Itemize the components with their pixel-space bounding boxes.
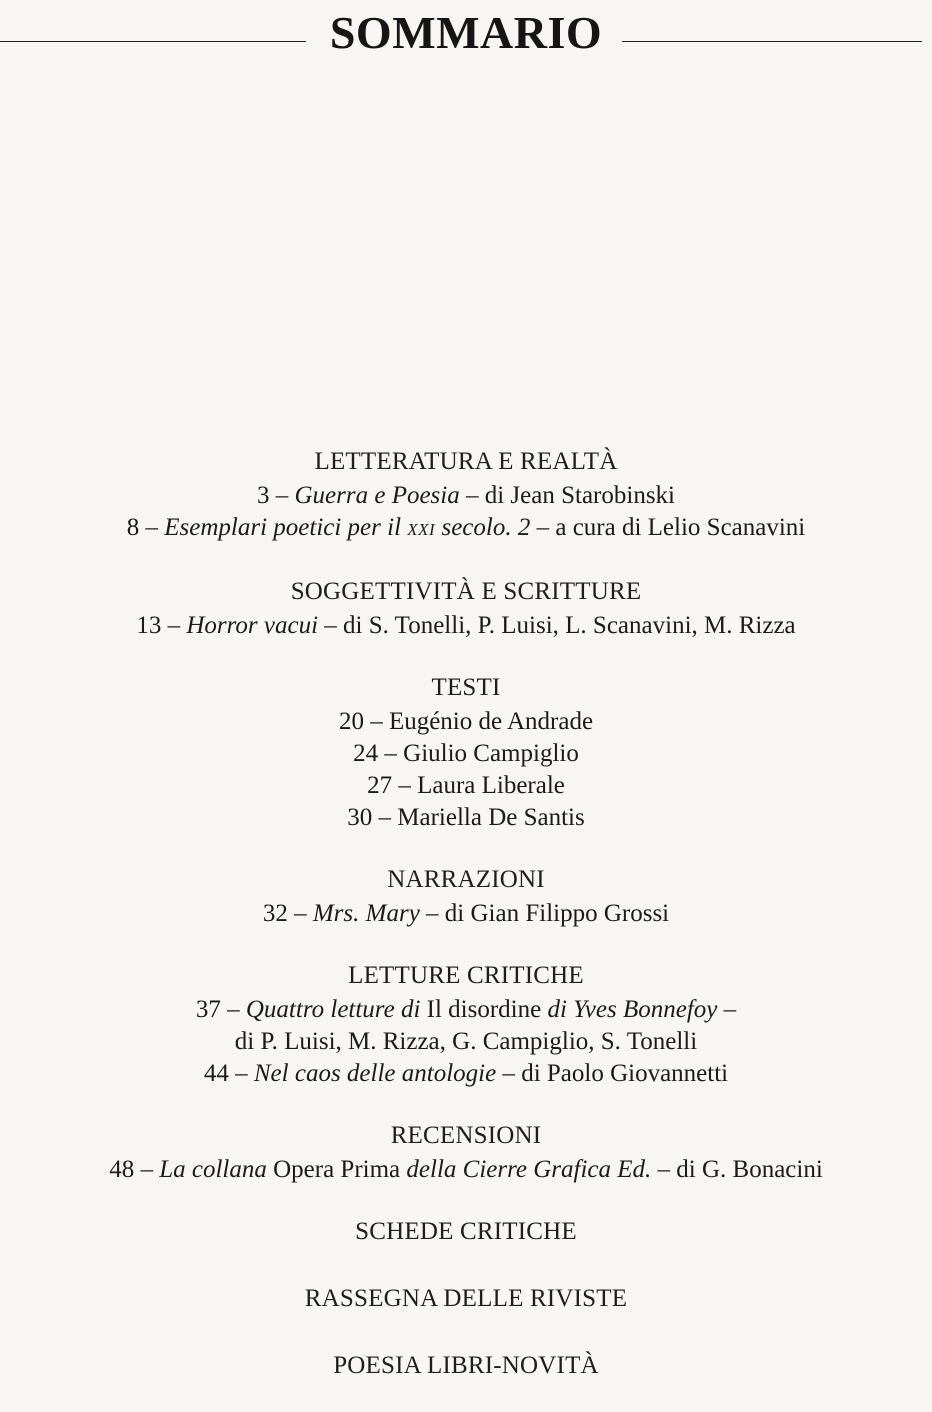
section-title: SOGGETTIVITÀ E SCRITTURE xyxy=(290,578,642,605)
toc-entry-continuation xyxy=(0,1026,932,1058)
byline: a cura di Lelio Scanavini xyxy=(555,514,806,541)
separator: – xyxy=(530,514,556,541)
separator: – xyxy=(651,1156,677,1183)
separator: – xyxy=(459,482,485,509)
work-title-roman: Il disordine xyxy=(426,996,542,1023)
work-title: Horror vacui xyxy=(186,612,319,639)
separator: – xyxy=(318,612,344,639)
separator: – xyxy=(496,1060,522,1087)
page-number: 37 xyxy=(195,996,221,1023)
toc-section-schede-critiche xyxy=(0,1214,932,1250)
separator: – xyxy=(717,996,737,1023)
table-of-contents xyxy=(0,444,932,1412)
page-header xyxy=(0,8,932,64)
author-name: Laura Liberale xyxy=(417,772,565,799)
toc-entry[interactable] xyxy=(0,706,932,738)
section-title[interactable]: RASSEGNA DELLE RIVISTE xyxy=(304,1285,628,1312)
page-number: 13 xyxy=(136,612,162,639)
byline: di Paolo Giovannetti xyxy=(521,1060,729,1087)
work-title-part: Esemplari poetici per il xyxy=(164,514,408,541)
separator: – xyxy=(139,514,165,541)
separator: – xyxy=(269,482,295,509)
separator: – xyxy=(134,1156,160,1183)
page-number: 20 xyxy=(338,708,364,735)
page-number: 48 xyxy=(109,1156,135,1183)
section-title[interactable]: SCHEDE CRITICHE xyxy=(355,1218,577,1245)
page-number: 3 xyxy=(256,482,270,509)
toc-entry[interactable] xyxy=(0,738,932,770)
toc-entry[interactable] xyxy=(0,480,932,512)
byline: di P. Luisi, M. Rizza, G. Campiglio, S. Tonelli xyxy=(234,1028,698,1055)
toc-entry[interactable] xyxy=(0,802,932,834)
byline: di G. Bonacini xyxy=(676,1156,823,1183)
toc-section-letteratura-e-realta xyxy=(0,444,932,546)
author-name: Mariella De Santis xyxy=(397,804,585,831)
page-number: 27 xyxy=(367,772,393,799)
page-number: 30 xyxy=(347,804,373,831)
separator: – xyxy=(228,1060,254,1087)
header-rule-left xyxy=(0,41,306,42)
separator: – xyxy=(287,900,313,927)
separator: – xyxy=(419,900,445,927)
section-title: LETTERATURA E REALTÀ xyxy=(314,448,618,475)
section-title: RECENSIONI xyxy=(390,1122,542,1149)
work-title-part: secolo. 2 xyxy=(435,514,531,541)
work-title-part: di Yves Bonnefoy xyxy=(541,996,718,1023)
separator: – xyxy=(392,772,418,799)
toc-entry[interactable] xyxy=(0,1058,932,1090)
toc-section-soggettivita-e-scritture xyxy=(0,574,932,642)
toc-section-letture-critiche xyxy=(0,958,932,1090)
toc-entry[interactable] xyxy=(0,610,932,642)
work-title: Nel caos delle antologie xyxy=(253,1060,497,1087)
byline: di Jean Starobinski xyxy=(484,482,675,509)
work-title-part: Quattro letture di xyxy=(245,996,427,1023)
byline: di Gian Filippo Grossi xyxy=(444,900,670,927)
toc-section-recensioni xyxy=(0,1118,932,1186)
toc-entry[interactable] xyxy=(0,1154,932,1186)
section-title: LETTURE CRITICHE xyxy=(348,962,584,989)
section-title: NARRAZIONI xyxy=(387,866,545,893)
separator: – xyxy=(220,996,246,1023)
toc-section-rassegna-delle-riviste xyxy=(0,1281,932,1317)
work-title: Mrs. Mary xyxy=(312,900,420,927)
separator: – xyxy=(161,612,187,639)
separator: – xyxy=(378,740,404,767)
header-rule-right xyxy=(622,41,922,42)
work-title-part: della Cierre Grafica Ed. xyxy=(400,1156,652,1183)
section-title: TESTI xyxy=(431,674,501,701)
page-title: SOMMARIO xyxy=(329,7,603,58)
toc-entry[interactable] xyxy=(0,994,932,1026)
work-title-roman: Opera Prima xyxy=(273,1156,401,1183)
toc-entry[interactable] xyxy=(0,898,932,930)
work-title-smallcaps: XXI xyxy=(407,520,436,539)
toc-entry[interactable] xyxy=(0,770,932,802)
author-name: Eugénio de Andrade xyxy=(388,708,594,735)
toc-section-testi xyxy=(0,670,932,834)
toc-section-narrazioni xyxy=(0,862,932,930)
page-number: 8 xyxy=(126,514,140,541)
work-title: Guerra e Poesia xyxy=(294,482,460,509)
separator: – xyxy=(372,804,398,831)
author-name: Giulio Campiglio xyxy=(403,740,579,767)
byline: di S. Tonelli, P. Luisi, L. Scanavini, M. Rizza xyxy=(343,612,796,639)
toc-section-poesia-libri-novita xyxy=(0,1348,932,1384)
page-number: 32 xyxy=(262,900,288,927)
page-number: 44 xyxy=(203,1060,229,1087)
section-title[interactable]: POESIA LIBRI-NOVITÀ xyxy=(333,1352,599,1379)
work-title-part: La collana xyxy=(159,1156,274,1183)
page-number: 24 xyxy=(353,740,379,767)
separator: – xyxy=(363,708,389,735)
toc-entry[interactable] xyxy=(0,512,932,546)
